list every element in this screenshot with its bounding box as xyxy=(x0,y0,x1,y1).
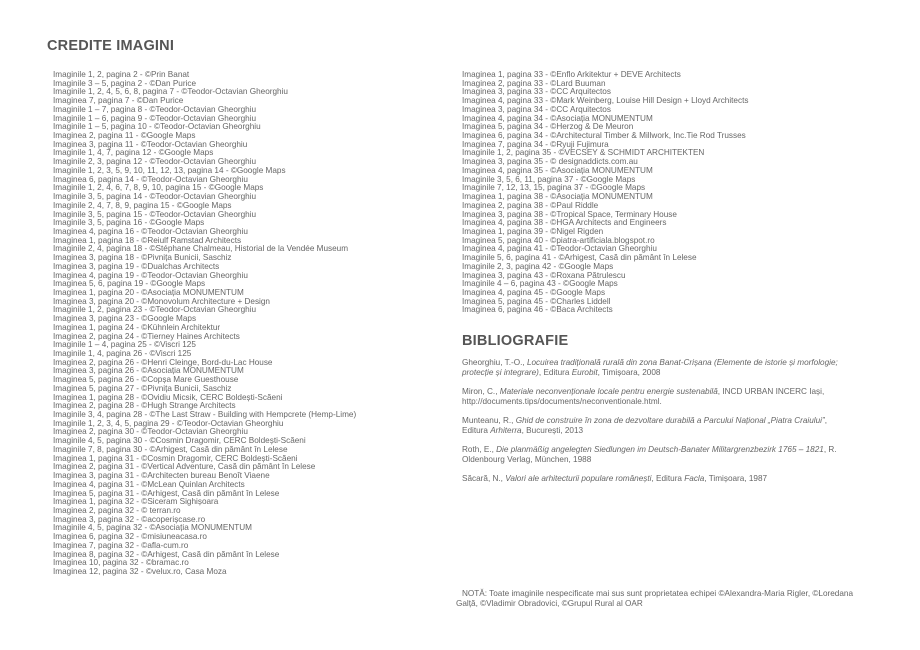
credit-line: Imaginea 7, pagina 32 - ©afla-cum.ro xyxy=(53,540,189,550)
credit-line: Imaginea 3, pagina 20 - ©Monovolum Architecture + Design xyxy=(53,296,270,306)
credit-line: Imaginile 1, 2, pagina 23 - ©Teodor-Octavian Gheorghiu xyxy=(53,305,257,315)
credit-line: Imaginea 3, pagina 43 - ©Roxana Pătrulescu xyxy=(462,270,626,280)
credit-line: Imaginile 7, 12, 13, 15, pagina 37 - ©Google Maps xyxy=(462,183,646,193)
bibliography-entry xyxy=(462,445,842,465)
bibliography-title: Locuirea tradițională rurală din zona Banat-Crișana (Elemente de istorie și morfologie; protecție și integrare) xyxy=(462,358,838,377)
credit-line: Imaginile 1, 4, pagina 26 - ©Viscri 125 xyxy=(53,349,192,358)
credit-line: Imaginile 1 – 6, pagina 9 - ©Teodor-Octavian Gheorghiu xyxy=(53,113,257,123)
credit-line: Imaginea 4, pagina 19 - ©Teodor-Octavian Gheorghiu xyxy=(53,270,248,280)
credits-heading: CREDITE IMAGINI xyxy=(47,38,175,54)
bibliography-entry xyxy=(462,387,842,407)
credit-line: Imaginile 1 – 5, pagina 10 - ©Teodor-Octavian Gheorghiu xyxy=(53,122,261,132)
bibliography-text: Miron, C., xyxy=(462,387,500,396)
bibliography-text: , INCD URBAN INCERC Iași, http://documents.tips/documents/neconventionale.html. xyxy=(462,387,825,406)
credit-line: Imaginile 4, 5, pagina 30 - ©Cosmin Dragomir, CERC Boldești-Scăeni xyxy=(53,436,306,446)
bibliography-text: , București, 2013 xyxy=(521,426,584,435)
bibliography-heading: BIBLIOGRAFIE xyxy=(462,333,569,349)
credit-line: Imaginea 5, 6, pagina 19 - ©Google Maps xyxy=(53,279,206,289)
credit-line: Imaginile 2, 4, 7, 8, 9, pagina 15 - ©Google Maps xyxy=(53,200,232,210)
credit-line: Imaginile 3, 5, 6, 11, pagina 37 - ©Google Maps xyxy=(462,174,636,184)
credit-line: Imaginile 3, 4, pagina 28 - ©The Last Straw - Building with Hempcrete (Hemp-Lime) xyxy=(53,410,357,420)
credit-line: Imaginea 7, pagina 34 - ©Ryuji Fujimura xyxy=(462,139,609,149)
credit-line: Imaginea 2, pagina 28 - ©Hugh Strange Architects xyxy=(53,401,236,411)
credit-line: Imaginea 1, pagina 32 - ©Siceram Sighișoara xyxy=(53,497,219,507)
bibliography-text: , Timișoara, 2008 xyxy=(597,368,661,377)
credit-line: Imaginea 4, pagina 41 - ©Teodor-Octavian Gheorghiu xyxy=(462,244,657,254)
credit-line: Imaginea 2, pagina 30 - ©Teodor-Octavian Gheorghiu xyxy=(53,427,248,437)
credit-line: Imaginile 3, 5, pagina 14 - ©Teodor-Octavian Gheorghiu xyxy=(53,192,257,202)
bibliography-title: Arhiterra xyxy=(490,426,522,435)
credit-line: Imaginea 1, pagina 39 - ©Nigel Rigden xyxy=(462,226,604,236)
credits-list-right xyxy=(462,71,748,315)
credit-line: Imaginile 1, 2, 4, 5, 6, 8, pagina 7 - ©Teodor-Octavian Gheorghiu xyxy=(53,87,288,97)
bibliography-text: Roth, E., xyxy=(462,445,497,454)
credit-line: Imaginea 6, pagina 34 - ©Architectural Timber & Millwork, Inc.Tie Rod Trusses xyxy=(462,131,746,141)
credit-line: Imaginea 3, pagina 31 - ©Architecten bureau Benoît Viaene xyxy=(53,471,270,481)
credit-line: Imaginea 5, pagina 45 - ©Charles Liddell xyxy=(462,296,611,306)
credit-line: Imaginile 2, 3, pagina 42 - ©Google Maps xyxy=(462,261,614,271)
credit-line: Imaginile 1, 2, 3, 5, 9, 10, 11, 12, 13, pagina 14 - ©Google Maps xyxy=(53,165,286,175)
credit-line: Imaginea 5, pagina 34 - ©Herzog & De Meuron xyxy=(462,122,634,132)
bibliography-title: Facla xyxy=(684,474,705,483)
credit-line: Imaginea 1, pagina 24 - ©Kühnlein Architektur xyxy=(53,322,221,332)
bibliography-entry xyxy=(462,416,842,436)
credits-list-left xyxy=(53,71,356,577)
credit-line: Imaginea 2, pagina 31 - ©Vertical Adventure, Casă din pământ în Lelese xyxy=(53,462,316,472)
credit-line: Imaginea 3, pagina 18 - ©Pivnița Bunicii, Saschiz xyxy=(53,253,232,263)
bibliography-entry xyxy=(462,474,842,484)
bibliography-text: , Editura xyxy=(462,416,827,435)
credit-line: Imaginea 3, pagina 26 - ©Asociația MONUMENTUM xyxy=(53,366,244,376)
credit-line: Imaginea 3, pagina 38 - ©Tropical Space, Terminary House xyxy=(462,209,677,219)
bibliography-text: , R. Oldenbourg Verlag, München, 1988 xyxy=(462,445,837,464)
credit-line: Imaginea 5, pagina 26 - ©Copșa Mare Guesthouse xyxy=(53,375,239,385)
bibliography-title: Eurobit xyxy=(571,368,598,377)
credit-line: Imaginea 3, pagina 32 - ©acoperișcase.ro xyxy=(53,514,206,524)
credit-line: Imaginea 3, pagina 11 - ©Teodor-Octavian Gheorghiu xyxy=(53,139,248,149)
credit-line: Imaginea 6, pagina 46 - ©Baca Architects xyxy=(462,305,613,315)
bibliography-title: Ghid de construire în zona de dezvoltare durabilă a Parcului Național „Piatra Craiului” xyxy=(515,416,825,425)
credit-line: Imaginea 2, pagina 33 - ©Lard Buuman xyxy=(462,78,606,88)
credit-line: Imaginile 3 – 5, pagina 2 - ©Dan Purice xyxy=(53,78,197,88)
credit-line: Imaginile 5, 6, pagina 41 - ©Arhigest, Casă din pământ în Lelese xyxy=(462,253,697,263)
credit-line: Imaginea 2, pagina 24 - ©Tierney Haines Architects xyxy=(53,331,240,341)
credit-line: Imaginea 2, pagina 11 - ©Google Maps xyxy=(53,131,196,141)
bibliography-text: , Editura xyxy=(538,368,572,377)
credit-line: Imaginea 6, pagina 14 - ©Teodor-Octavian Gheorghiu xyxy=(53,174,248,184)
bibliography-title: Valori ale arhitecturii populare românești xyxy=(505,474,652,483)
bibliography-text: , Editura xyxy=(651,474,685,483)
credit-line: Imaginea 1, pagina 20 - ©Asociația MONUMENTUM xyxy=(53,287,244,297)
credit-line: Imaginile 1 – 4, pagina 25 - ©Viscri 125 xyxy=(53,340,196,350)
credit-line: Imaginea 3, pagina 35 - © designaddicts.com.au xyxy=(462,157,638,167)
credit-line: Imaginea 1, pagina 28 - ©Ovidiu Micsik, CERC Boldești-Scăeni xyxy=(53,392,283,402)
credit-line: Imaginea 4, pagina 34 - ©Asociația MONUMENTUM xyxy=(462,113,653,123)
credit-line: Imaginea 5, pagina 31 - ©Arhigest, Casă din pământ în Lelese xyxy=(53,488,280,498)
credit-line: Imaginea 7, pagina 7 - ©Dan Purice xyxy=(53,96,184,106)
credit-line: Imaginile 3, 5, pagina 15 - ©Teodor-Octavian Gheorghiu xyxy=(53,209,257,219)
credit-line: Imaginile 2, 4, pagina 18 - ©Stéphane Chalmeau, Historial de la Vendée Museum xyxy=(53,244,349,254)
bibliography-text: Gheorghiu, T.-O., xyxy=(462,358,527,367)
credit-line: Imaginile 4 – 6, pagina 43 - ©Google Maps xyxy=(462,279,618,289)
bibliography-text: , Timișoara, 1987 xyxy=(704,474,768,483)
bibliography-entry xyxy=(462,358,842,378)
footnote: NOTĂ: Toate imaginile nespecificate mai sus sunt proprietatea echipei ©Alexandra-Maria Rigler, ©Loredana Galță, ©Vladimir Obradovici, ©Grupul Rural al OAR xyxy=(456,589,854,608)
bibliography-text: Munteanu, R., xyxy=(462,416,516,425)
credit-line: Imaginea 12, pagina 32 - ©velux.ro, Casa Moza xyxy=(53,566,227,576)
credit-line: Imaginea 4, pagina 31 - ©McLean Quinlan Architects xyxy=(53,479,245,489)
credit-line: Imaginea 1, pagina 38 - ©Asociația MONUMENTUM xyxy=(462,192,653,202)
credit-line: Imaginea 3, pagina 33 - ©CC Arquitectos xyxy=(462,87,611,97)
credit-line: Imaginile 1, 2, pagina 35 - ©VECSEY & SCHMIDT ARCHITEKTEN xyxy=(462,148,705,158)
credit-line: Imaginea 4, pagina 33 - ©Mark Weinberg, Louise Hill Design + Lloyd Architects xyxy=(462,96,749,106)
credit-line: Imaginea 2, pagina 32 - © terran.ro xyxy=(53,505,181,515)
credit-line: Imaginea 2, pagina 38 - ©Paul Riddle xyxy=(462,200,599,210)
credit-line: Imaginea 2, pagina 26 - ©Henri Cleinge, Bord-du-Lac House xyxy=(53,357,273,367)
credit-line: Imaginea 1, pagina 31 - ©Cosmin Dragomir, CERC Boldești-Scăeni xyxy=(53,453,298,463)
credit-line: Imaginile 1, 2, pagina 2 - ©Prin Banat xyxy=(53,70,190,79)
credit-line: Imaginile 4, 5, pagina 32 - ©Asociația MONUMENTUM xyxy=(53,523,252,533)
credit-line: Imaginile 1, 2, 4, 6, 7, 8, 9, 10, pagina 15 - ©Google Maps xyxy=(53,183,264,193)
credit-line: Imaginea 1, pagina 33 - ©Enflo Arkitektur + DEVE Architects xyxy=(462,70,681,79)
credit-line: Imaginea 5, pagina 27 - ©Pivnița Bunicii, Saschiz xyxy=(53,383,232,393)
credit-line: Imaginea 4, pagina 38 - ©HGA Architects and Engineers xyxy=(462,218,667,228)
credit-line: Imaginea 10, pagina 32 - ©bramac.ro xyxy=(53,558,189,568)
credit-line: Imaginea 5, pagina 40 - ©piatra-artificiala.blogspot.ro xyxy=(462,235,655,245)
credit-line: Imaginile 7, 8, pagina 30 - ©Arhigest, Casă din pământ în Lelese xyxy=(53,444,288,454)
credit-line: Imaginile 3, 5, pagina 16 - ©Google Maps xyxy=(53,218,205,228)
credit-line: Imaginile 2, 3, pagina 12 - ©Teodor-Octavian Gheorghiu xyxy=(53,157,257,167)
bibliography-title: Materiale neconvenționale locale pentru energie sustenabilă xyxy=(499,387,718,396)
credit-line: Imaginile 1 – 7, pagina 8 - ©Teodor-Octavian Gheorghiu xyxy=(53,104,257,114)
bibliography-text: Săcară, N., xyxy=(462,474,506,483)
credit-line: Imaginea 4, pagina 45 - ©Google Maps xyxy=(462,287,606,297)
bibliography-title: Die planmäßig angelegten Siedlungen im Deutsch-Banater Militargrenzbezirk 1765 – 1821 xyxy=(496,445,824,454)
credit-line: Imaginea 4, pagina 35 - ©Asociația MONUMENTUM xyxy=(462,165,653,175)
credit-line: Imaginea 6, pagina 32 - ©misiuneacasa.ro xyxy=(53,532,207,542)
credit-line: Imaginea 3, pagina 34 - ©CC Arquitectos xyxy=(462,104,611,114)
credit-line: Imaginile 1, 2, 3, 4, 5, pagina 29 - ©Teodor-Octavian Gheorghiu xyxy=(53,418,284,428)
credit-line: Imaginea 3, pagina 19 - ©Dualchas Architects xyxy=(53,261,220,271)
credit-line: Imaginea 3, pagina 23 - ©Google Maps xyxy=(53,314,197,324)
credit-line: Imaginile 1, 4, 7, pagina 12 - ©Google Maps xyxy=(53,148,214,158)
credit-line: Imaginea 8, pagina 32 - ©Arhigest, Casă din pământ în Lelese xyxy=(53,549,280,559)
bibliography-list xyxy=(462,358,842,493)
credit-line: Imaginea 1, pagina 18 - ©Reiulf Ramstad Architects xyxy=(53,235,242,245)
credit-line: Imaginea 4, pagina 16 - ©Teodor-Octavian Gheorghiu xyxy=(53,226,248,236)
